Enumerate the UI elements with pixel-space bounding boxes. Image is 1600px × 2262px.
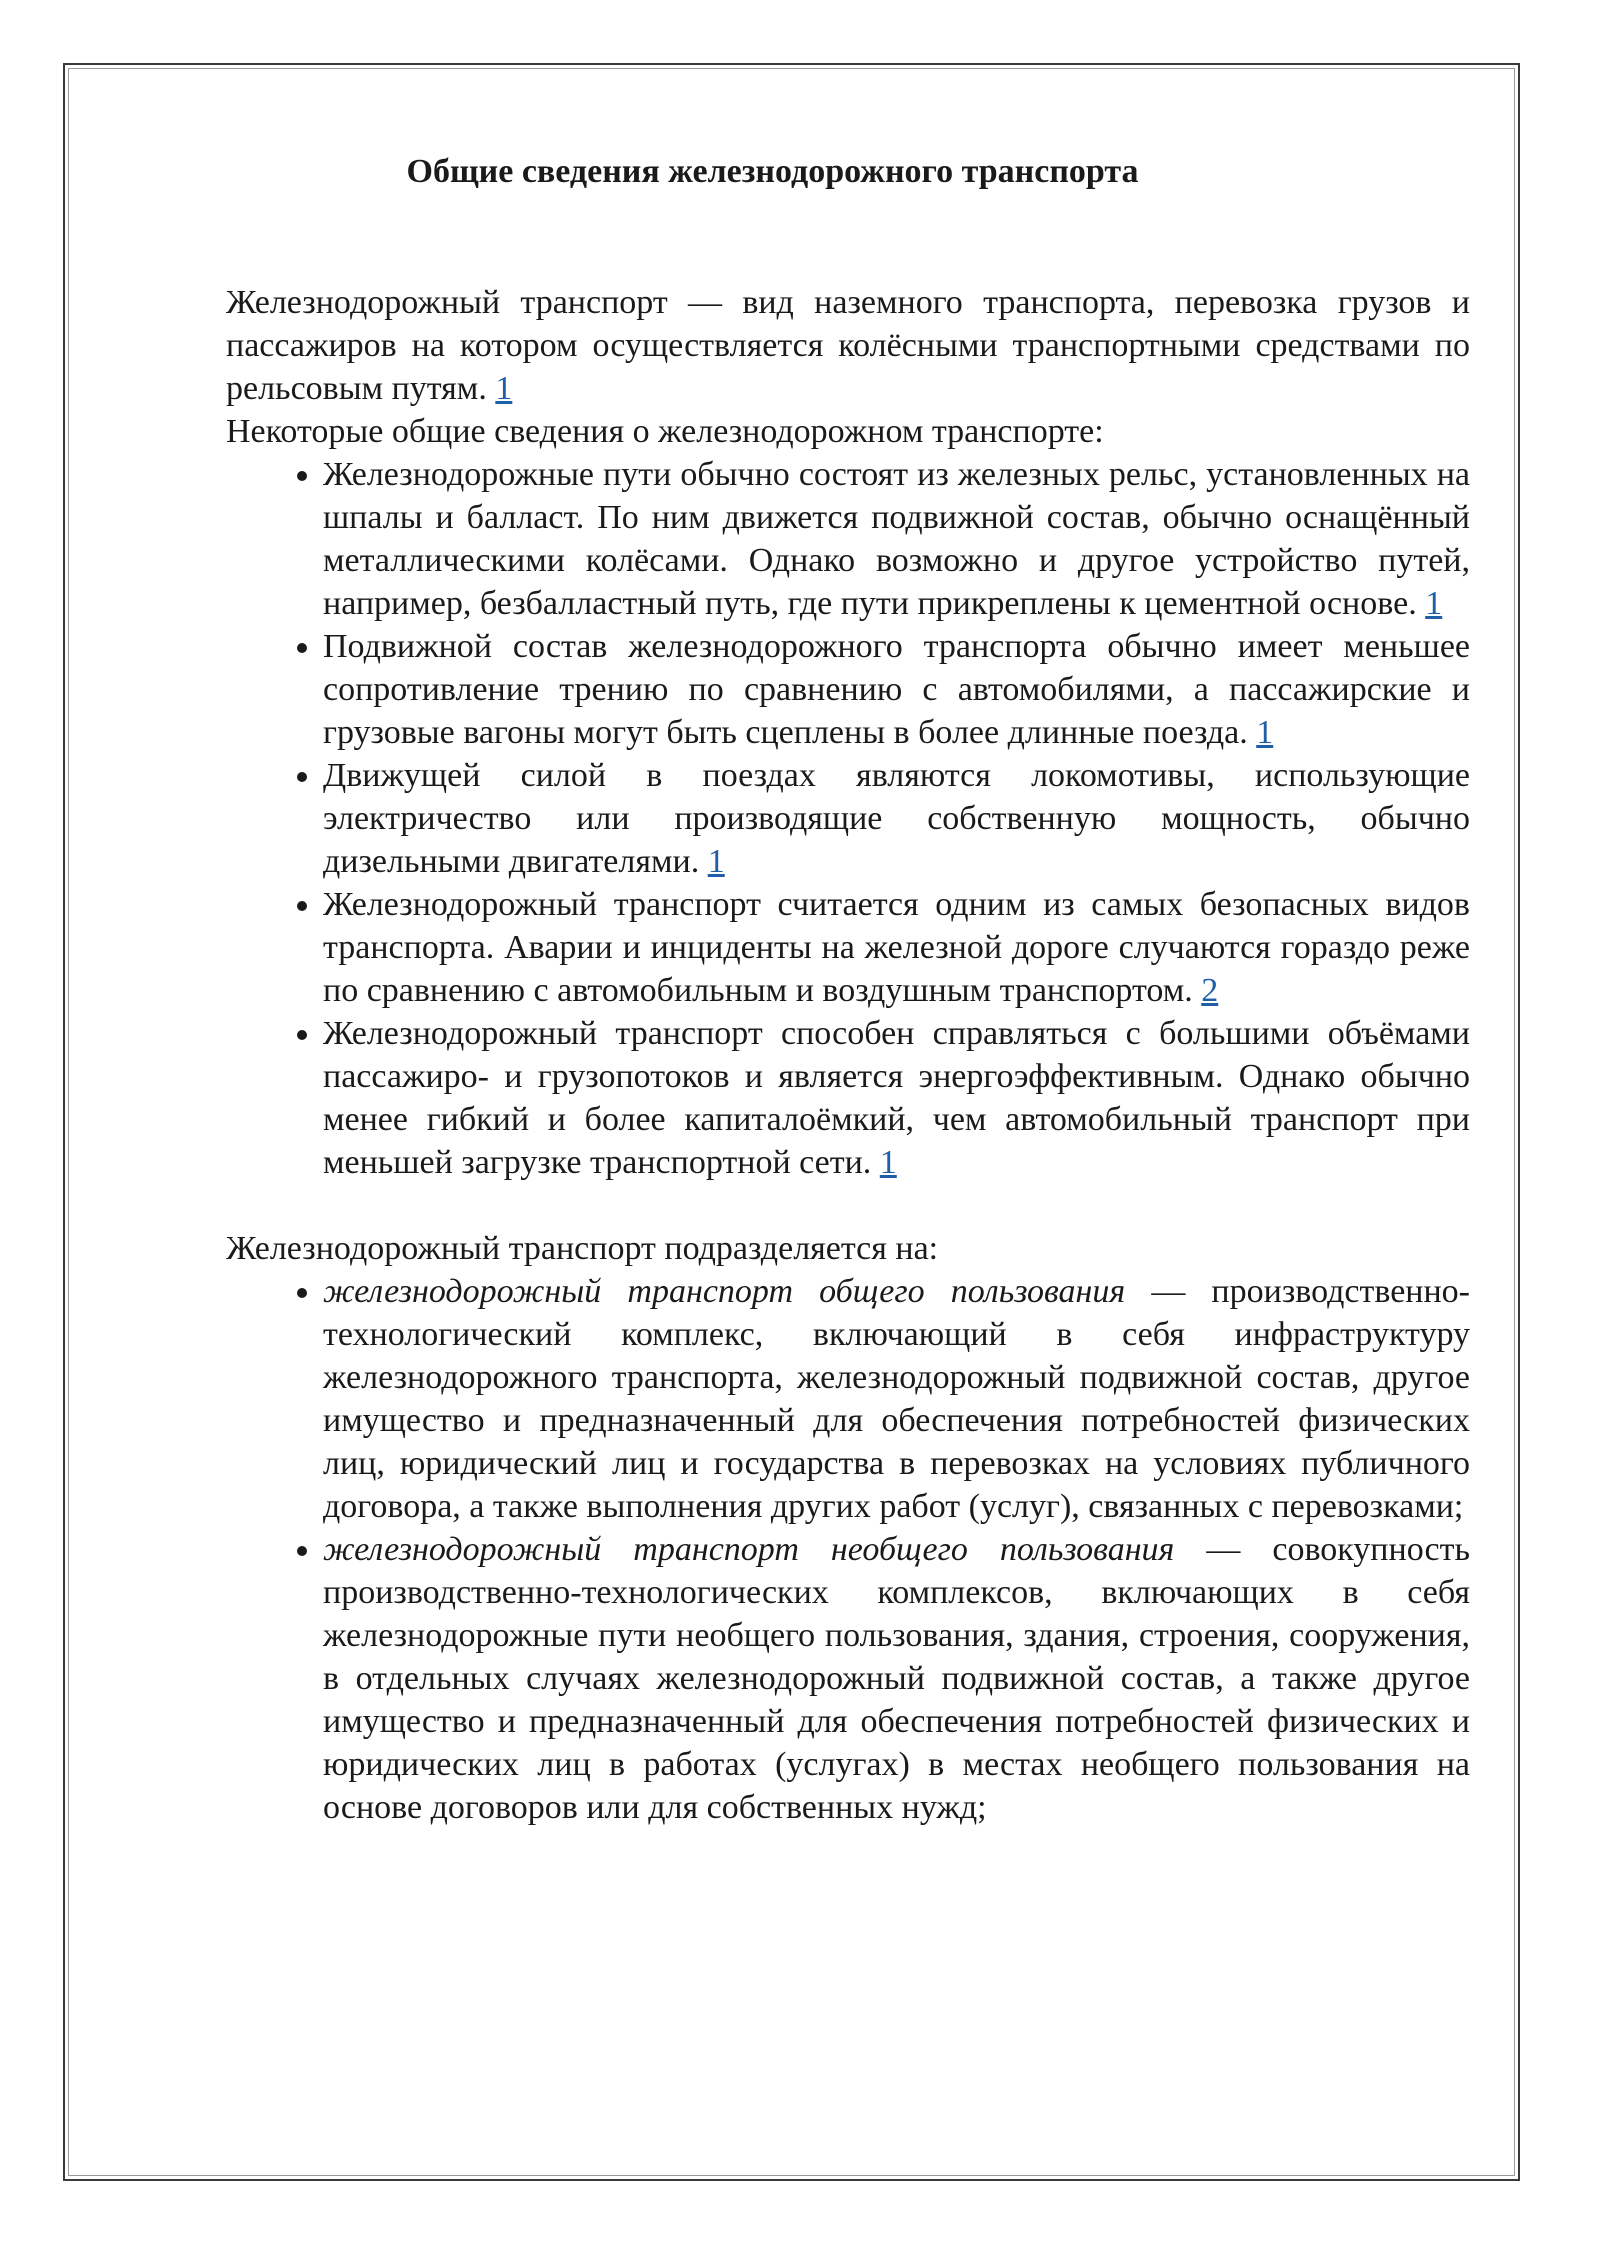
term-italic: железнодорожный транспорт общего пользования [323, 1273, 1126, 1310]
footnote-link[interactable]: 1 [707, 843, 725, 880]
general-heading: Некоторые общие сведения о железнодорожном транспорте: [226, 413, 1104, 450]
types-heading: Железнодорожный транспорт подразделяется на: [226, 1230, 939, 1267]
list-item [323, 625, 1470, 754]
term-italic: железнодорожный транспорт необщего пользования [323, 1531, 1175, 1568]
list-item-text: Железнодорожный транспорт считается одним из самых безопасных видов транспорта. Аварии и инциденты на железной дороге случаются гораздо реже по сравнению с автомобильным и воздушным транспортом. [323, 886, 1470, 1009]
general-list [226, 453, 1470, 1184]
document-body [226, 281, 1470, 1829]
types-list [226, 1270, 1470, 1829]
list-item-text: Железнодорожные пути обычно состоят из железных рельс, установленных на шпалы и балласт. По ним движется подвижной состав, обычно оснащённый металлическими колёсами. Однако возможно и другое устройство путей, например, безбалластный путь, где пути прикреплены к цементной основе. [323, 456, 1470, 622]
footnote-link[interactable]: 2 [1201, 972, 1219, 1009]
list-item [323, 1270, 1470, 1528]
list-item-text: Движущей силой в поездах являются локомотивы, использующие электричество или производящие собственную мощность, обычно дизельными двигателями. [323, 757, 1470, 880]
footnote-link[interactable]: 1 [1425, 585, 1443, 622]
document-title: Общие сведения железнодорожного транспорта [406, 153, 1139, 190]
footnote-link[interactable]: 1 [1256, 714, 1274, 751]
footnote-link[interactable]: 1 [495, 370, 513, 407]
list-item [323, 1012, 1470, 1184]
list-item [323, 453, 1470, 625]
list-item [323, 754, 1470, 883]
paragraph-spacer [226, 1184, 1470, 1227]
list-item [323, 1528, 1470, 1829]
list-item [323, 883, 1470, 1012]
footnote-link[interactable]: 1 [879, 1144, 897, 1181]
intro-text: Железнодорожный транспорт — вид наземного транспорта, перевозка грузов и пассажиров на котором осуществляется колёсными транспортными средствами по рельсовым путям. [226, 284, 1470, 407]
list-item-text: Железнодорожный транспорт способен справляться с большими объёмами пассажиро- и грузопотоков и является энергоэффективным. Однако обычно менее гибкий и более капиталоёмкий, чем автомобильный транспорт при меньшей загрузке транспортной сети. [323, 1015, 1470, 1181]
definition-text: — совокупность производственно-технологических комплексов, включающих в себя железнодорожные пути необщего пользования, здания, строения, сооружения, в отдельных случаях железнодорожный подвижной состав, а также другое имущество и предназначенный для обеспечения потребностей физических и юридических лиц в работах (услугах) в местах необщего пользования на основе договоров или для собственных нужд; [323, 1531, 1470, 1826]
intro-paragraph [226, 281, 1470, 410]
list-item-text: Подвижной состав железнодорожного транспорта обычно имеет меньшее сопротивление трению по сравнению с автомобилями, а пассажирские и грузовые вагоны могут быть сцеплены в более длинные поезда. [323, 628, 1470, 751]
definition-text: — производственно-технологический комплекс, включающий в себя инфраструктуру железнодорожного транспорта, железнодорожный подвижной состав, другое имущество и предназначенный для обеспечения потребностей физических лиц, юридический лиц и государства в перевозках на условиях публичного договора, а также выполнения других работ (услуг), связанных с перевозками; [323, 1273, 1470, 1525]
